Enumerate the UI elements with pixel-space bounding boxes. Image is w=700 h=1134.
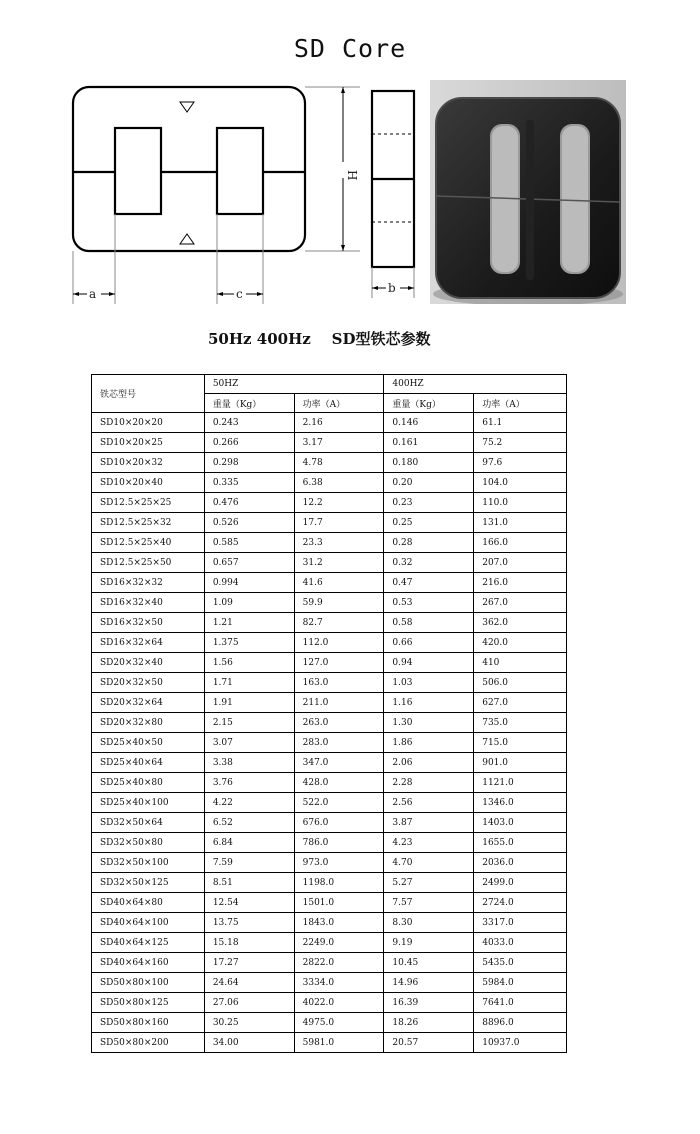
table-row — [92, 633, 567, 653]
header-power-50: 功率（A） — [294, 394, 384, 413]
cell-weight-50: 15.18 — [204, 933, 294, 953]
table-row — [92, 493, 567, 513]
cell-weight-50: 4.22 — [204, 793, 294, 813]
cell-model: SD25×40×80 — [92, 773, 205, 793]
cell-power-400: 4033.0 — [474, 933, 567, 953]
cell-power-50: 347.0 — [294, 753, 384, 773]
cell-weight-400: 7.57 — [384, 893, 474, 913]
cell-model: SD50×80×125 — [92, 993, 205, 1013]
cell-power-50: 676.0 — [294, 813, 384, 833]
table-row — [92, 413, 567, 433]
table-row — [92, 693, 567, 713]
cell-model: SD50×80×100 — [92, 973, 205, 993]
table-row — [92, 773, 567, 793]
core-outline — [73, 87, 305, 251]
dim-b-label: b — [388, 281, 396, 295]
cell-weight-400: 0.53 — [384, 593, 474, 613]
header-400hz: 400HZ — [384, 375, 567, 394]
cell-power-50: 5981.0 — [294, 1033, 384, 1053]
cell-power-400: 110.0 — [474, 493, 567, 513]
cell-power-50: 263.0 — [294, 713, 384, 733]
left-window — [115, 128, 161, 214]
cell-weight-50: 0.243 — [204, 413, 294, 433]
cell-model: SD16×32×40 — [92, 593, 205, 613]
table-row — [92, 1033, 567, 1053]
core-photo — [430, 80, 626, 304]
cell-power-400: 5435.0 — [474, 953, 567, 973]
cell-power-400: 901.0 — [474, 753, 567, 773]
cell-model: SD40×64×160 — [92, 953, 205, 973]
cell-power-400: 362.0 — [474, 613, 567, 633]
triangle-bottom-icon — [180, 234, 194, 244]
cell-weight-50: 34.00 — [204, 1033, 294, 1053]
cell-model: SD10×20×40 — [92, 473, 205, 493]
cell-power-400: 420.0 — [474, 633, 567, 653]
cell-weight-50: 0.994 — [204, 573, 294, 593]
cell-power-50: 12.2 — [294, 493, 384, 513]
header-weight-50: 重量（Kg） — [204, 394, 294, 413]
table-subtitle: 50Hz 400Hz SD型铁芯参数 — [208, 330, 431, 348]
cell-model: SD12.5×25×40 — [92, 533, 205, 553]
cell-power-50: 4022.0 — [294, 993, 384, 1013]
cell-model: SD20×32×64 — [92, 693, 205, 713]
cell-model: SD40×64×125 — [92, 933, 205, 953]
cell-power-50: 283.0 — [294, 733, 384, 753]
table-row — [92, 793, 567, 813]
cell-weight-400: 0.20 — [384, 473, 474, 493]
cell-weight-400: 0.28 — [384, 533, 474, 553]
cell-model: SD10×20×20 — [92, 413, 205, 433]
cell-model: SD12.5×25×25 — [92, 493, 205, 513]
cell-power-400: 2724.0 — [474, 893, 567, 913]
cell-power-50: 973.0 — [294, 853, 384, 873]
cell-weight-50: 17.27 — [204, 953, 294, 973]
cell-power-50: 4975.0 — [294, 1013, 384, 1033]
cell-power-50: 59.9 — [294, 593, 384, 613]
cell-model: SD12.5×25×50 — [92, 553, 205, 573]
table-row — [92, 893, 567, 913]
dim-h-label: H — [345, 170, 359, 181]
cell-power-50: 163.0 — [294, 673, 384, 693]
cell-power-50: 1501.0 — [294, 893, 384, 913]
cell-weight-50: 12.54 — [204, 893, 294, 913]
cell-weight-400: 10.45 — [384, 953, 474, 973]
cell-model: SD16×32×32 — [92, 573, 205, 593]
cell-power-50: 2.16 — [294, 413, 384, 433]
cell-power-50: 2822.0 — [294, 953, 384, 973]
cell-weight-50: 6.52 — [204, 813, 294, 833]
cell-weight-50: 13.75 — [204, 913, 294, 933]
cell-weight-400: 9.19 — [384, 933, 474, 953]
cell-weight-50: 1.09 — [204, 593, 294, 613]
cell-model: SD32×50×125 — [92, 873, 205, 893]
cell-weight-50: 27.06 — [204, 993, 294, 1013]
table-row — [92, 713, 567, 733]
cell-weight-50: 3.07 — [204, 733, 294, 753]
cell-power-400: 2036.0 — [474, 853, 567, 873]
cell-power-400: 207.0 — [474, 553, 567, 573]
cell-power-400: 1121.0 — [474, 773, 567, 793]
core-parameter-table — [91, 374, 567, 1053]
cell-model: SD20×32×40 — [92, 653, 205, 673]
cell-power-50: 1843.0 — [294, 913, 384, 933]
core-dimension-drawing — [60, 76, 420, 306]
cell-weight-400: 1.30 — [384, 713, 474, 733]
cell-power-50: 112.0 — [294, 633, 384, 653]
cell-weight-50: 6.84 — [204, 833, 294, 853]
cell-power-400: 10937.0 — [474, 1033, 567, 1053]
cell-power-400: 2499.0 — [474, 873, 567, 893]
cell-model: SD20×32×80 — [92, 713, 205, 733]
cell-weight-50: 0.476 — [204, 493, 294, 513]
cell-weight-400: 5.27 — [384, 873, 474, 893]
table-row — [92, 673, 567, 693]
cell-weight-400: 20.57 — [384, 1033, 474, 1053]
cell-weight-400: 1.16 — [384, 693, 474, 713]
cell-power-400: 3317.0 — [474, 913, 567, 933]
triangle-top-icon — [180, 102, 194, 112]
cell-model: SD40×64×80 — [92, 893, 205, 913]
cell-power-50: 41.6 — [294, 573, 384, 593]
cell-weight-400: 2.56 — [384, 793, 474, 813]
cell-power-400: 97.6 — [474, 453, 567, 473]
cell-weight-400: 1.86 — [384, 733, 474, 753]
cell-power-400: 166.0 — [474, 533, 567, 553]
page-title: SD Core — [293, 34, 407, 63]
dim-c-label: c — [236, 287, 243, 301]
cell-power-50: 211.0 — [294, 693, 384, 713]
cell-model: SD12.5×25×32 — [92, 513, 205, 533]
cell-power-50: 31.2 — [294, 553, 384, 573]
cell-weight-50: 3.76 — [204, 773, 294, 793]
cell-power-400: 8896.0 — [474, 1013, 567, 1033]
table-row — [92, 573, 567, 593]
cell-weight-400: 1.03 — [384, 673, 474, 693]
cell-power-400: 7641.0 — [474, 993, 567, 1013]
cell-weight-50: 8.51 — [204, 873, 294, 893]
cell-weight-400: 4.70 — [384, 853, 474, 873]
cell-model: SD16×32×50 — [92, 613, 205, 633]
cell-power-50: 522.0 — [294, 793, 384, 813]
table-row — [92, 513, 567, 533]
cell-weight-50: 0.266 — [204, 433, 294, 453]
cell-power-400: 1655.0 — [474, 833, 567, 853]
cell-weight-50: 0.657 — [204, 553, 294, 573]
cell-power-400: 410 — [474, 653, 567, 673]
cell-power-400: 5984.0 — [474, 973, 567, 993]
cell-weight-400: 0.161 — [384, 433, 474, 453]
cell-power-50: 1198.0 — [294, 873, 384, 893]
cell-weight-400: 14.96 — [384, 973, 474, 993]
table-row — [92, 553, 567, 573]
table-row — [92, 733, 567, 753]
table-row — [92, 1013, 567, 1033]
cell-weight-400: 2.28 — [384, 773, 474, 793]
cell-power-400: 131.0 — [474, 513, 567, 533]
cell-model: SD32×50×80 — [92, 833, 205, 853]
header-weight-400: 重量（Kg） — [384, 394, 474, 413]
table-row — [92, 533, 567, 553]
table-row — [92, 593, 567, 613]
table-row — [92, 613, 567, 633]
table-row — [92, 973, 567, 993]
cell-weight-400: 0.146 — [384, 413, 474, 433]
cell-power-400: 627.0 — [474, 693, 567, 713]
cell-weight-400: 0.180 — [384, 453, 474, 473]
cell-weight-50: 0.335 — [204, 473, 294, 493]
cell-model: SD10×20×32 — [92, 453, 205, 473]
table-row — [92, 953, 567, 973]
table-row — [92, 653, 567, 673]
cell-power-400: 61.1 — [474, 413, 567, 433]
table-row — [92, 993, 567, 1013]
cell-power-50: 4.78 — [294, 453, 384, 473]
cell-weight-50: 0.298 — [204, 453, 294, 473]
cell-power-50: 428.0 — [294, 773, 384, 793]
table-row — [92, 433, 567, 453]
cell-weight-400: 2.06 — [384, 753, 474, 773]
cell-weight-50: 2.15 — [204, 713, 294, 733]
cell-model: SD25×40×64 — [92, 753, 205, 773]
cell-weight-400: 18.26 — [384, 1013, 474, 1033]
table-row — [92, 813, 567, 833]
cell-weight-400: 0.94 — [384, 653, 474, 673]
cell-weight-400: 0.58 — [384, 613, 474, 633]
table-row — [92, 873, 567, 893]
header-50hz: 50HZ — [204, 375, 384, 394]
cell-weight-400: 4.23 — [384, 833, 474, 853]
cell-weight-400: 0.23 — [384, 493, 474, 513]
cell-power-50: 2249.0 — [294, 933, 384, 953]
cell-weight-400: 0.66 — [384, 633, 474, 653]
cell-power-50: 127.0 — [294, 653, 384, 673]
cell-power-400: 75.2 — [474, 433, 567, 453]
cell-weight-400: 0.32 — [384, 553, 474, 573]
cell-model: SD20×32×50 — [92, 673, 205, 693]
cell-power-400: 715.0 — [474, 733, 567, 753]
cell-weight-50: 7.59 — [204, 853, 294, 873]
cell-weight-50: 1.21 — [204, 613, 294, 633]
cell-power-50: 3.17 — [294, 433, 384, 453]
cell-weight-50: 1.71 — [204, 673, 294, 693]
header-power-400: 功率（A） — [474, 394, 567, 413]
cell-model: SD10×20×25 — [92, 433, 205, 453]
cell-weight-400: 16.39 — [384, 993, 474, 1013]
cell-power-50: 17.7 — [294, 513, 384, 533]
table-row — [92, 453, 567, 473]
cell-power-400: 735.0 — [474, 713, 567, 733]
cell-weight-400: 0.25 — [384, 513, 474, 533]
cell-model: SD32×50×100 — [92, 853, 205, 873]
cell-power-50: 6.38 — [294, 473, 384, 493]
cell-model: SD50×80×200 — [92, 1033, 205, 1053]
cell-power-400: 216.0 — [474, 573, 567, 593]
cell-model: SD25×40×50 — [92, 733, 205, 753]
table-row — [92, 933, 567, 953]
cell-weight-400: 8.30 — [384, 913, 474, 933]
header-model: 铁芯型号 — [92, 375, 205, 413]
cell-model: SD16×32×64 — [92, 633, 205, 653]
right-window — [217, 128, 263, 214]
cell-power-50: 82.7 — [294, 613, 384, 633]
cell-power-400: 104.0 — [474, 473, 567, 493]
cell-model: SD25×40×100 — [92, 793, 205, 813]
cell-power-50: 786.0 — [294, 833, 384, 853]
cell-weight-50: 24.64 — [204, 973, 294, 993]
table-row — [92, 833, 567, 853]
table-row — [92, 473, 567, 493]
cell-power-400: 506.0 — [474, 673, 567, 693]
cell-power-400: 1403.0 — [474, 813, 567, 833]
cell-model: SD50×80×160 — [92, 1013, 205, 1033]
cell-weight-50: 1.91 — [204, 693, 294, 713]
cell-weight-50: 0.585 — [204, 533, 294, 553]
cell-weight-50: 0.526 — [204, 513, 294, 533]
table-row — [92, 853, 567, 873]
cell-weight-50: 1.375 — [204, 633, 294, 653]
cell-weight-50: 30.25 — [204, 1013, 294, 1033]
cell-model: SD40×64×100 — [92, 913, 205, 933]
cell-model: SD32×50×64 — [92, 813, 205, 833]
dim-a-label: a — [89, 287, 97, 301]
cell-weight-50: 1.56 — [204, 653, 294, 673]
cell-weight-400: 3.87 — [384, 813, 474, 833]
table-row — [92, 913, 567, 933]
cell-weight-400: 0.47 — [384, 573, 474, 593]
cell-power-50: 3334.0 — [294, 973, 384, 993]
table-row — [92, 753, 567, 773]
cell-power-400: 1346.0 — [474, 793, 567, 813]
cell-weight-50: 3.38 — [204, 753, 294, 773]
cell-power-50: 23.3 — [294, 533, 384, 553]
cell-power-400: 267.0 — [474, 593, 567, 613]
